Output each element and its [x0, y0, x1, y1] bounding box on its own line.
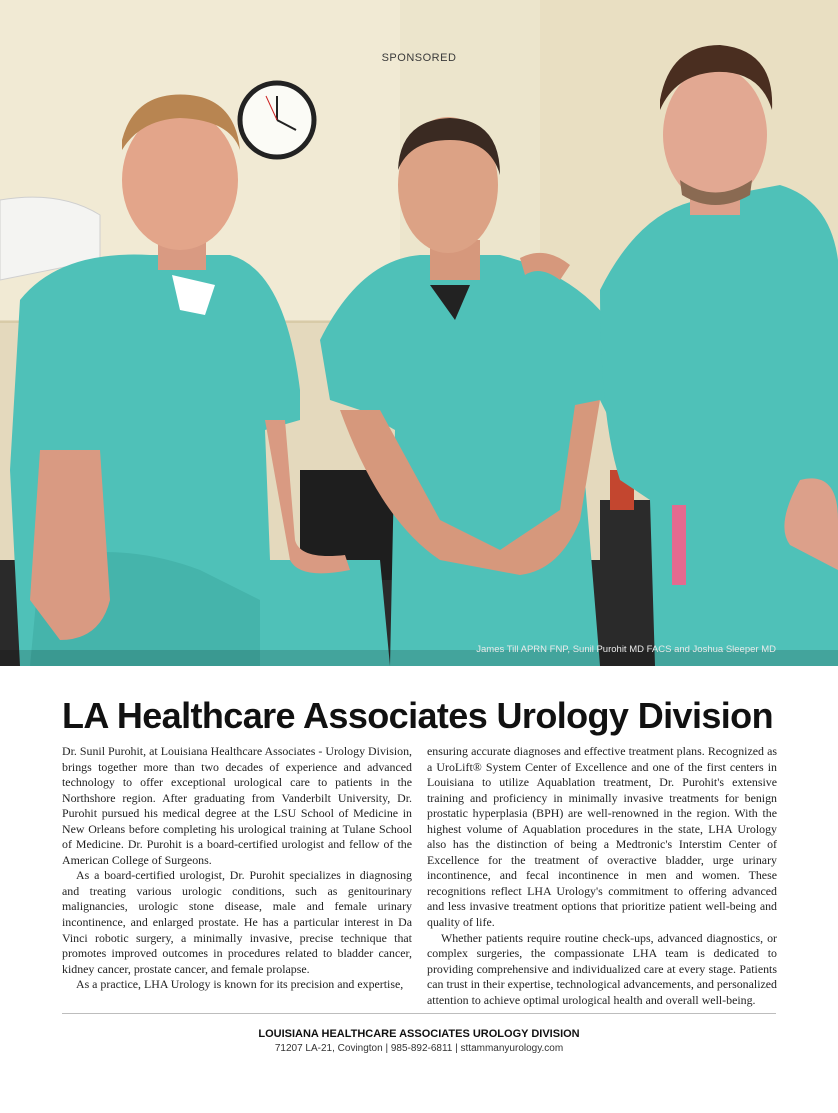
paragraph: Whether patients require routine check-ups, advanced diagnostics, or complex surgeries, the compassionate LHA team is dedicated to providing comprehensive and individualized care at every stage. Patients can trust in their expertise, technological advancements, and personalized attention to achieve optimal urological health and overall well-being.: [427, 930, 777, 1007]
footer-contact: 71207 LA-21, Covington | 985-892-6811 | sttammanyurology.com: [274, 1043, 564, 1054]
photo-caption: James Till APRN FNP, Sunil Purohit MD FACS and Joshua Sleeper MD: [476, 644, 776, 655]
footer-divider: [62, 1013, 776, 1014]
footer-organization: LOUISIANA HEALTHCARE ASSOCIATES UROLOGY DIVISION: [258, 1028, 580, 1040]
paragraph: ensuring accurate diagnoses and effective treatment plans. Recognized as a UroLift® System Center of Excellence and one of the first centers in Louisiana to utilize Aquablation treatment, Dr. Purohit's extensive training and proficiency in minimally invasive treatments for benign prostatic hyperplasia (BPH) are well-renowned in the region. With the highest volume of Aquablation procedures in the state, LHA Urology also has the distinction of being a Medtronic's Interstim Center of Excellence for the treatment of overactive bladder, urge urinary incontinence, and fecal incontinence in men and women. These recognitions reflect LHA Urology's commitment to offering advanced and less invasive treatment options that prioritize patient well-being and quality of life.: [427, 744, 777, 930]
paragraph: As a practice, LHA Urology is known for its precision and expertise,: [76, 977, 404, 992]
article-title: LA Healthcare Associates Urology Division: [62, 695, 773, 736]
sponsored-label: SPONSORED: [381, 52, 457, 64]
paragraph: As a board-certified urologist, Dr. Purohit specializes in diagnosing and treating various urologic conditions, such as genitourinary malignancies, urologic stone disease, male and female urinary incontinence, and enlarged prostate. He has a particular interest in Da Vinci robotic surgery, a minimally invasive, precise technique that promotes improved outcomes in procedures related to bladder cancer, kidney cancer, prostate cancer, and female prolapse.: [62, 868, 412, 976]
paragraph: Dr. Sunil Purohit, at Louisiana Healthcare Associates - Urology Division, brings together more than two decades of experience and advanced technology to offer exceptional urological care to patients in the Northshore region. After graduating from Vanderbilt University, Dr. Purohit pursued his medical degree at the LSU School of Medicine in New Orleans before completing his urological training at Tulane School of Medicine. Dr. Purohit is a board-certified urologist and fellow of the American College of Surgeons.: [62, 744, 412, 867]
left-column: [62, 744, 412, 993]
right-column: [427, 744, 777, 1008]
clock-icon: [240, 83, 314, 157]
